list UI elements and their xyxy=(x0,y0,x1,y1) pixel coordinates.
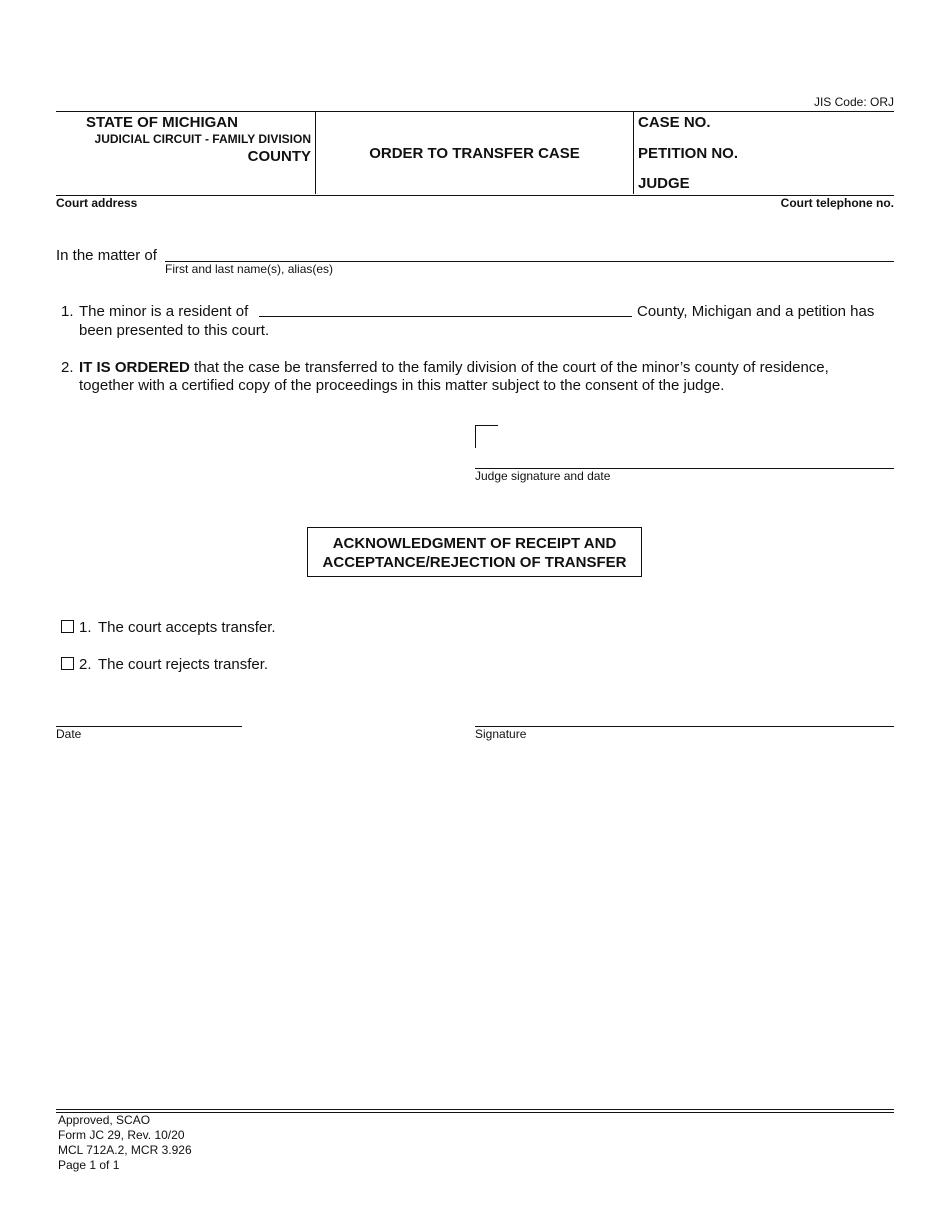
item2-text-a: that the case be transferred to the family division of the court of the minor’s county of residence, xyxy=(189,359,829,376)
form-title: ORDER TO TRANSFER CASE xyxy=(369,144,580,162)
signature-field[interactable] xyxy=(475,726,894,727)
court-phone-label: Court telephone no. xyxy=(780,196,894,210)
signature-corner-mark xyxy=(475,425,498,448)
footer-citation: MCL 712A.2, MCR 3.926 xyxy=(58,1143,192,1157)
ack-line2: ACCEPTANCE/REJECTION OF TRANSFER xyxy=(322,554,627,571)
item2-text-b: together with a certified copy of the proceedings in this matter subject to the consent of the judge. xyxy=(79,377,725,394)
resident-county-field[interactable] xyxy=(259,316,632,317)
item1-text-b: County, Michigan and a petition has xyxy=(637,303,875,320)
item2-line1 xyxy=(79,359,829,376)
accept-checkbox[interactable] xyxy=(61,620,74,633)
form-header xyxy=(56,111,894,196)
court-address-label: Court address xyxy=(56,196,138,210)
item2-number: 2. xyxy=(61,359,74,376)
signature-label: Signature xyxy=(475,727,527,741)
date-field[interactable] xyxy=(56,726,242,727)
case-info-block xyxy=(633,112,894,194)
option1-number: 1. xyxy=(79,619,92,636)
option2-number: 2. xyxy=(79,656,92,673)
form-footer xyxy=(58,1113,192,1173)
item1-number: 1. xyxy=(61,303,74,320)
footer-form-number: Form JC 29, Rev. 10/20 xyxy=(58,1128,185,1142)
item1-text-a: The minor is a resident of xyxy=(79,303,249,320)
option1-text: The court accepts transfer. xyxy=(98,619,276,636)
acknowledgment-heading xyxy=(307,527,642,577)
jis-code: JIS Code: ORJ xyxy=(813,95,894,109)
option2-text: The court rejects transfer. xyxy=(98,656,269,673)
circuit-label: JUDICIAL CIRCUIT - FAMILY DIVISION xyxy=(94,132,311,146)
item2-bold: IT IS ORDERED xyxy=(79,359,190,376)
county-label: COUNTY xyxy=(247,148,311,165)
reject-checkbox[interactable] xyxy=(61,657,74,670)
date-label: Date xyxy=(56,727,82,741)
judge-field[interactable]: JUDGE xyxy=(638,175,690,192)
ack-line1: ACKNOWLEDGMENT OF RECEIPT AND xyxy=(332,535,617,552)
state-name: STATE OF MICHIGAN xyxy=(86,114,238,131)
matter-sublabel: First and last name(s), alias(es) xyxy=(165,262,334,276)
judge-signature-label: Judge signature and date xyxy=(475,469,611,483)
footer-page: Page 1 of 1 xyxy=(58,1158,120,1172)
matter-label: In the matter of xyxy=(56,247,157,264)
petition-no-field[interactable]: PETITION NO. xyxy=(638,145,739,162)
item1-text-c: been presented to this court. xyxy=(79,322,270,339)
footer-approved: Approved, SCAO xyxy=(58,1113,151,1127)
footer-rule-top xyxy=(56,1109,894,1110)
court-info-block xyxy=(56,112,316,194)
case-no-field[interactable]: CASE NO. xyxy=(638,114,711,131)
